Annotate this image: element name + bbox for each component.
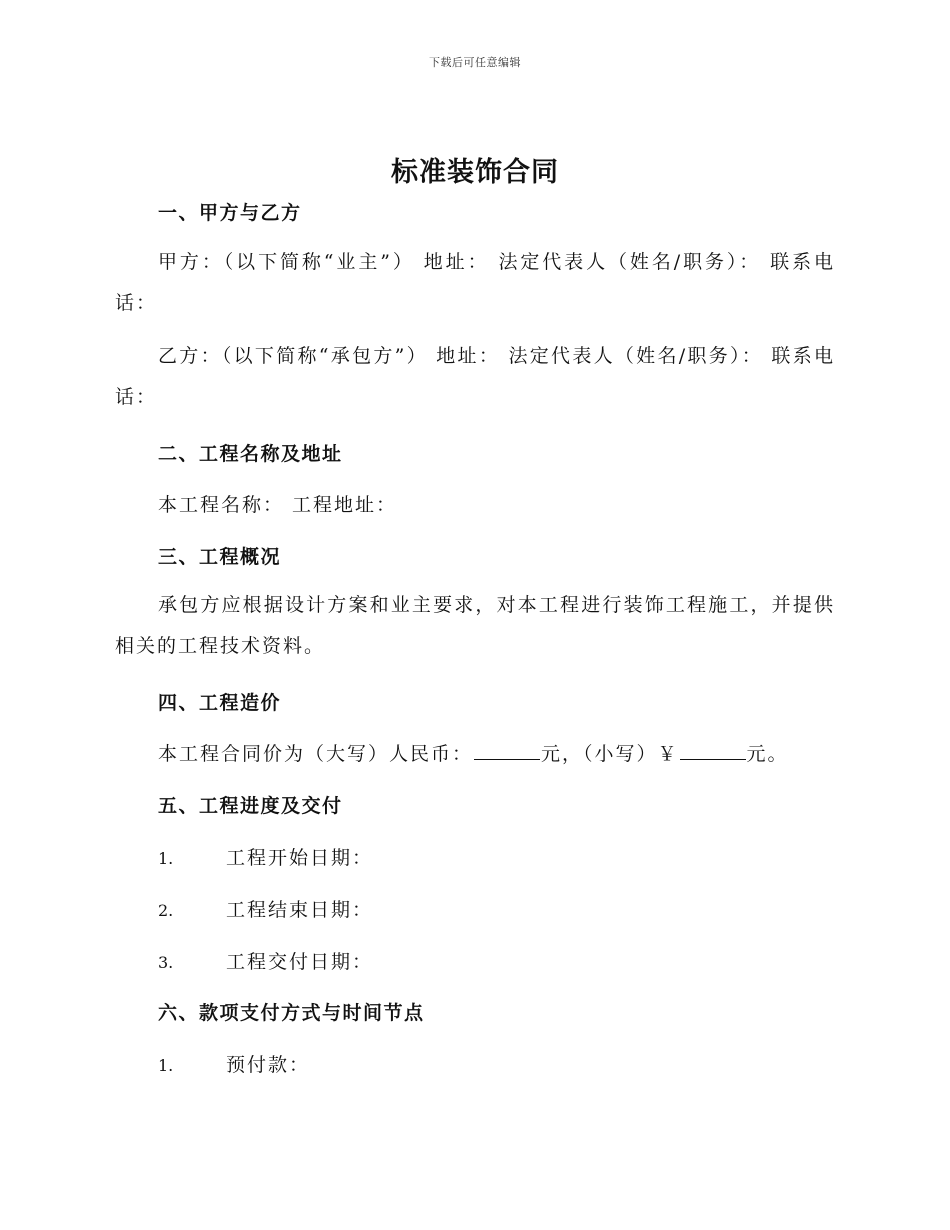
- list-item: [158, 1050, 310, 1077]
- list-number: 1.: [158, 849, 174, 868]
- delivery-date-label: 工程交付日期：: [226, 951, 374, 973]
- section-heading-schedule: 五、工程进度及交付: [158, 795, 343, 817]
- section-heading-price: 四、工程造价: [158, 692, 282, 714]
- header-note: 下载后可任意编辑: [429, 56, 521, 69]
- section-heading-project-name: 二、工程名称及地址: [158, 443, 343, 465]
- section-heading-overview: 三、工程概况: [158, 546, 282, 568]
- list-number: 2.: [158, 901, 174, 920]
- list-item: [158, 895, 373, 922]
- party-b-paragraph: 乙方：（以下简称“承包方”） 地址： 法定代表人（姓名/职务）： 联系电话：: [115, 345, 835, 408]
- project-name-line: 本工程名称： 工程地址：: [158, 494, 398, 516]
- price-lowercase-blank[interactable]: [680, 741, 746, 760]
- list-item: [158, 843, 373, 870]
- party-a-paragraph: 甲方：（以下简称“业主”） 地址： 法定代表人（姓名/职务）： 联系电话：: [115, 251, 835, 314]
- document-title: 标准装饰合同: [391, 157, 559, 188]
- start-date-label: 工程开始日期：: [226, 847, 374, 869]
- section-heading-payment: 六、款项支付方式与时间节点: [158, 1002, 425, 1024]
- price-mid-text: 元，（小写）￥: [541, 743, 679, 765]
- prepayment-label: 预付款：: [226, 1054, 311, 1076]
- list-number: 1.: [158, 1056, 174, 1075]
- list-number: 3.: [158, 953, 174, 972]
- price-suffix-text: 元。: [746, 743, 789, 765]
- list-item: [158, 947, 373, 974]
- end-date-label: 工程结束日期：: [226, 899, 374, 921]
- price-uppercase-blank[interactable]: [474, 741, 540, 760]
- overview-paragraph: 承包方应根据设计方案和业主要求，对本工程进行装饰工程施工，并提供相关的工程技术资料。: [115, 594, 835, 657]
- price-prefix-text: 本工程合同价为（大写）人民币：: [158, 743, 474, 765]
- section-heading-parties: 一、甲方与乙方: [158, 202, 302, 224]
- contract-price-line: [158, 739, 789, 766]
